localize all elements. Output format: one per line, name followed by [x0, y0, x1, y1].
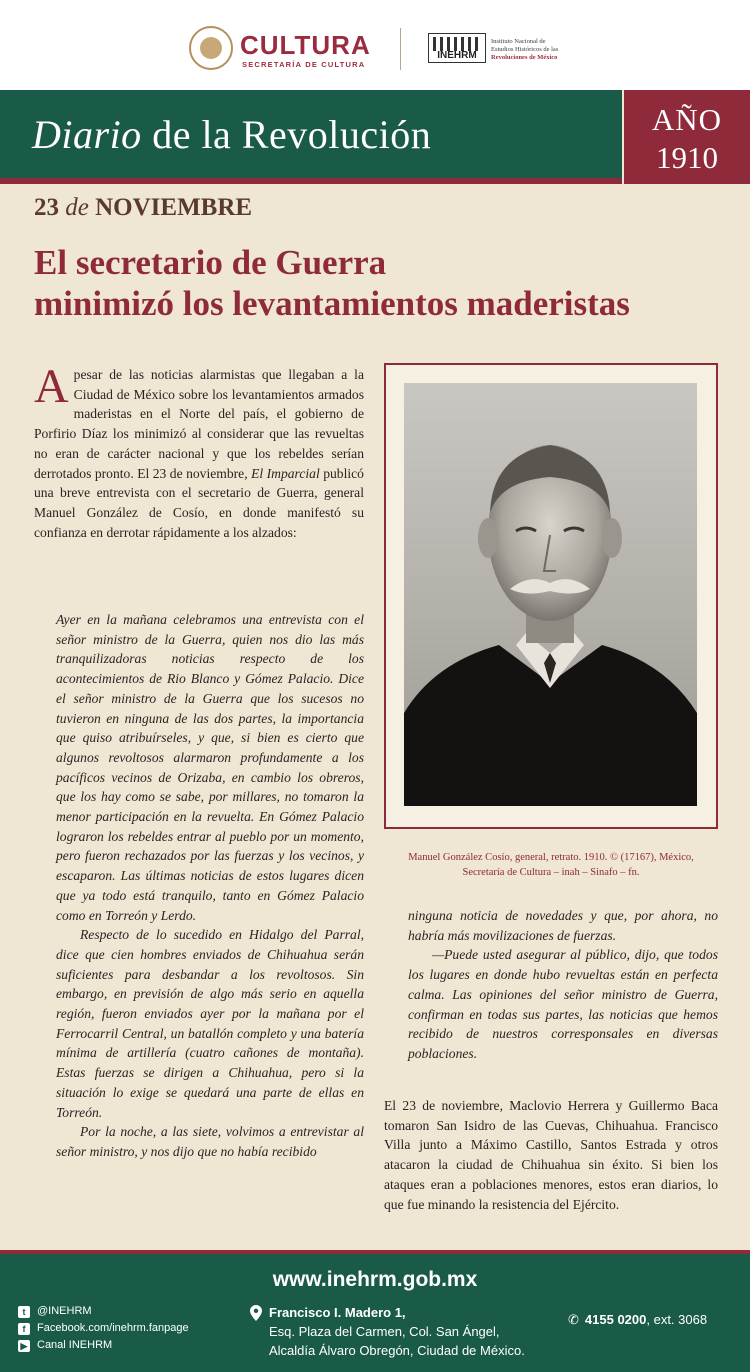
title-rest: de la Revolución — [141, 112, 432, 157]
lead-text-1: pesar de las noticias alarmistas que llegaban a la Ciudad de México sobre los levantamientos armados maderistas en el Norte del país, el gobierno de Porfirio Díaz los minimizó al considerar que las revueltas no eran de carácter nacional y que los rebeldes serían derrotados pronto. El 23 de noviembre, — [34, 367, 364, 481]
closing-paragraph — [384, 1096, 718, 1214]
title-italic: Diario — [32, 112, 142, 157]
logo-bar — [0, 0, 750, 90]
facebook-link[interactable] — [18, 1320, 238, 1337]
phone-extension: , ext. 3068 — [646, 1312, 708, 1327]
header-stripe — [0, 178, 622, 184]
date-day: 23 — [34, 194, 59, 221]
caption-line1: Manuel González Cosío, general, retrato. 1910. © (17167), México, — [408, 852, 694, 863]
inehrm-logo-text: INEHRM — [437, 50, 477, 61]
headline-line1: El secretario de Guerra — [34, 243, 387, 282]
logo-divider — [400, 28, 401, 70]
inehrm-name — [491, 38, 601, 62]
mexico-seal-icon — [189, 26, 233, 70]
quotation-left — [56, 610, 364, 1162]
address — [269, 1303, 559, 1360]
lead-paragraph — [34, 360, 364, 542]
portrait-figure — [404, 383, 697, 806]
twitter-handle: @INEHRM — [37, 1305, 92, 1317]
drop-cap: A — [34, 360, 69, 413]
date-month: NOVIEMBRE — [95, 194, 253, 221]
phone-main: 4155 0200 — [584, 1312, 647, 1327]
portrait-photo — [404, 383, 697, 806]
twitter-icon: t — [18, 1306, 30, 1318]
lead-text-2: publicó una breve entrevista con el secretario de Guerra, general Manuel González de Cosío, en donde manifestó su confianza en derrotar rápidamente a los alzados: — [34, 465, 364, 540]
year-value: 1910 — [656, 140, 718, 175]
quote-paragraph-2: Respecto de lo sucedido en Hidalgo del Parral, dice que cien hombres enviados de Chihuahua serán suficientes para desbandar a los revoltosos. Sin embargo, en previsión de algo más serio en aquella región, fueron enviados ayer por la mañana por el Ferrocarril Central, un batallón completo y una batería mínima de artillería (cuatro cañones de montaña). Estas fuerzas se dirigen a Chihuahua, pero si la situación lo exige se quedará una parte de ellas en Torreón. — [56, 927, 364, 1120]
cultura-logo: CULTURA — [240, 30, 371, 60]
twitter-link[interactable] — [18, 1303, 238, 1320]
phone-icon: ✆ — [568, 1312, 579, 1327]
quote-paragraph-3: Por la noche, a las siete, volvimos a entrevistar al señor ministro, y nos dijo que no había recibido — [56, 1124, 364, 1159]
inehrm-logo — [428, 33, 486, 63]
caption-line2: Secretaría de Cultura – inah – Sinafo – fn. — [462, 867, 640, 878]
newspaper-name: El Imparcial — [251, 465, 320, 481]
closing-text: El 23 de noviembre, Maclovio Herrera y Guillermo Baca tomaron San Isidro de las Cuevas, Chihuahua. Francisco Villa junto a Máximo Castillo, Santos Estrada y otros atacaron la ciudad de Chihuahua sin éxito. Si bien los ataques eran a poblaciones menores, estos eran diarios, lo que fue minando la resistencia del Ejército. — [384, 1098, 718, 1212]
facebook-icon: f — [18, 1323, 30, 1335]
social-links — [18, 1303, 238, 1354]
address-line1: Francisco I. Madero 1, — [269, 1305, 406, 1320]
year-box — [624, 90, 750, 184]
inehrm-line2: Estudios Históricos de las — [491, 46, 559, 53]
youtube-handle: Canal INEHRM — [37, 1339, 113, 1351]
address-line3: Alcaldía Álvaro Obregón, Ciudad de México. — [269, 1343, 525, 1358]
inehrm-line3: Revoluciones de México — [491, 54, 558, 61]
quote-paragraph-4: —Puede usted asegurar al público, dijo, que todos los lugares en donde hubo revueltas están en perfecta calma. Las opiniones del señor ministro de Guerra, confirman en todas sus partes, las noticias que hemos recibido de nuestros corresponsales en diversas poblaciones. — [408, 947, 718, 1061]
photo-caption — [384, 850, 718, 880]
page-title — [32, 111, 431, 158]
date-de: de — [65, 194, 89, 221]
year-label: AÑO — [651, 102, 723, 137]
quote-continuation: ninguna noticia de novedades y que, por ahora, no habría más movilizaciones de fuerzas. — [408, 908, 718, 943]
columns-icon — [433, 37, 481, 51]
inehrm-line1: Instituto Nacional de — [491, 38, 546, 45]
headline — [34, 242, 734, 324]
facebook-handle: Facebook.com/inehrm.fanpage — [37, 1322, 189, 1334]
address-line2: Esq. Plaza del Carmen, Col. San Ángel, — [269, 1324, 500, 1339]
headline-line2: minimizó los levantamientos maderistas — [34, 284, 630, 323]
website-link[interactable]: www.inehrm.gob.mx — [272, 1268, 478, 1291]
quotation-right — [408, 906, 718, 1064]
quote-paragraph-1: Ayer en la mañana celebramos una entrevista con el señor ministro de la Guerra, quien nos dio las más tranquilizadoras noticias respecto de los acontecimientos de Rio Blanco y Gómez Palacio. Dice el señor ministro de la Guerra que los sucesos no tuvieron en ninguna de las dos partes, la importancia que quiso atribuírseles, y que, si bien es cierto que algunos revoltosos alarmaron profundamente a los pacíficos vecinos de Orizaba, en cambio los obreros, que los hay como se sabe, por millares, no tomaron la menor participación en la revuelta. En Gómez Palacio lograron los rebeldes entrar al pueblo por un momento, pero fueron rechazados por las fuerzas y los vecinos, y escaparon. Las últimas noticias de estos lugares dicen que ya todo está tranquilo, tanto en Gómez Palacio como en Torreón y Lerdo. — [56, 612, 364, 923]
location-pin-icon — [250, 1305, 262, 1321]
phone-number[interactable] — [568, 1312, 748, 1328]
youtube-icon: ▶ — [18, 1340, 30, 1352]
cultura-subtitle: SECRETARÍA DE CULTURA — [242, 60, 366, 69]
youtube-link[interactable] — [18, 1337, 238, 1354]
article-date — [34, 194, 252, 222]
footer — [0, 1254, 750, 1372]
